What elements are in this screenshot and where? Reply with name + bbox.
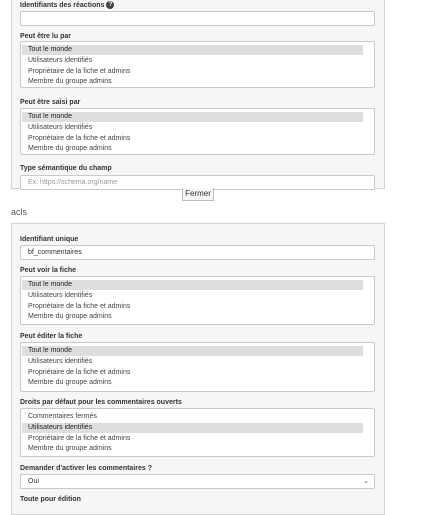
comments-rights-label: Droits par défaut pour les commentaires ouverts bbox=[20, 399, 182, 406]
view-option-1[interactable]: Utilisateurs identifiés bbox=[28, 292, 93, 299]
unique-id-input[interactable]: bf_commentaires bbox=[20, 245, 375, 260]
next-field-label: Toute pour édition bbox=[20, 496, 81, 503]
activate-comments-value: Oui bbox=[28, 478, 39, 485]
entry-option-2[interactable]: Propriétaire de la fiche et admins bbox=[28, 135, 131, 142]
entry-label: Peut être saisi par bbox=[20, 99, 81, 106]
edit-option-1[interactable]: Utilisateurs identifiés bbox=[28, 358, 93, 365]
entry-option-0[interactable]: Tout le monde bbox=[22, 112, 363, 122]
read-option-1[interactable]: Utilisateurs identifiés bbox=[28, 57, 93, 64]
entry-listbox[interactable] bbox=[20, 108, 375, 155]
read-label: Peut être lu par bbox=[20, 33, 71, 40]
view-option-2[interactable]: Propriétaire de la fiche et admins bbox=[28, 303, 131, 310]
field-settings-panel bbox=[11, 0, 385, 189]
read-option-0[interactable]: Tout le monde bbox=[22, 45, 363, 55]
view-label: Peut voir la fiche bbox=[20, 267, 77, 274]
reactions-label-text: Identifiants des réactions bbox=[20, 2, 105, 9]
view-option-0[interactable]: Tout le monde bbox=[22, 280, 363, 290]
edit-label: Peut éditer la fiche bbox=[20, 333, 83, 340]
entry-option-3[interactable]: Membre du groupe admins bbox=[28, 145, 112, 152]
comments-option-0[interactable]: Commentaires fermés bbox=[28, 413, 97, 420]
close-button[interactable]: Fermer bbox=[182, 188, 214, 201]
help-icon[interactable]: ? bbox=[106, 1, 114, 9]
comments-option-3[interactable]: Membre du groupe admins bbox=[28, 445, 112, 452]
acls-panel bbox=[11, 223, 385, 515]
comments-option-1[interactable]: Utilisateurs identifiés bbox=[22, 423, 363, 433]
comments-option-2[interactable]: Propriétaire de la fiche et admins bbox=[28, 435, 131, 442]
edit-listbox[interactable] bbox=[20, 342, 375, 392]
view-listbox[interactable] bbox=[20, 276, 375, 325]
edit-option-2[interactable]: Propriétaire de la fiche et admins bbox=[28, 369, 131, 376]
activate-comments-select[interactable] bbox=[20, 474, 375, 489]
unique-id-label: Identifiant unique bbox=[20, 236, 79, 243]
edit-option-0[interactable]: Tout le monde bbox=[22, 346, 363, 356]
semantic-type-input[interactable]: Ex: https://schema.org/name bbox=[20, 175, 375, 190]
activate-comments-label: Demander d'activer les commentaires ? bbox=[20, 465, 152, 472]
reactions-input[interactable] bbox=[20, 11, 375, 26]
chevron-down-icon: ⌄ bbox=[363, 478, 369, 485]
view-option-3[interactable]: Membre du groupe admins bbox=[28, 313, 112, 320]
entry-option-1[interactable]: Utilisateurs identifiés bbox=[28, 124, 93, 131]
reactions-label bbox=[20, 1, 114, 10]
read-listbox[interactable] bbox=[20, 41, 375, 88]
read-option-3[interactable]: Membre du groupe admins bbox=[28, 78, 112, 85]
acls-heading: acls bbox=[11, 207, 28, 217]
semantic-type-label: Type sémantique du champ bbox=[20, 165, 112, 172]
edit-option-3[interactable]: Membre du groupe admins bbox=[28, 379, 112, 386]
read-option-2[interactable]: Propriétaire de la fiche et admins bbox=[28, 68, 131, 75]
comments-rights-listbox[interactable] bbox=[20, 408, 375, 457]
